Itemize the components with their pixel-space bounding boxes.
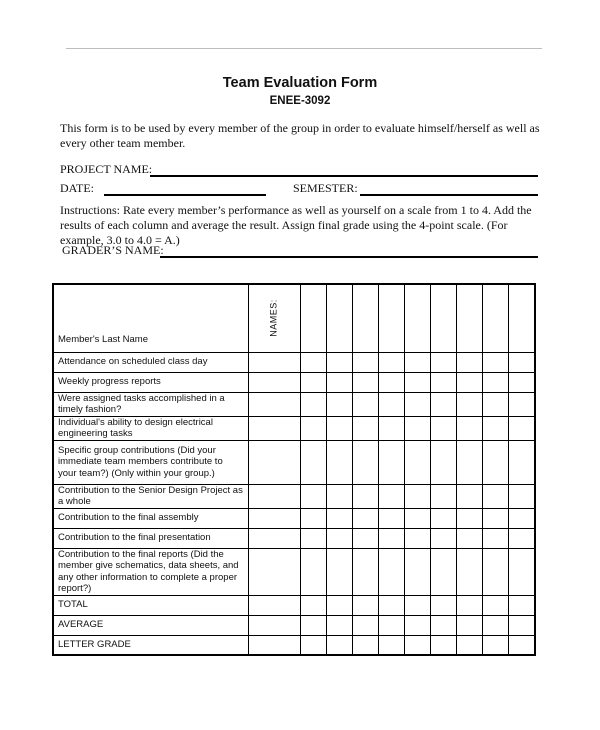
score-cell[interactable] (483, 440, 509, 484)
score-cell[interactable] (483, 595, 509, 615)
member-name-cell[interactable] (301, 284, 327, 352)
score-cell[interactable] (405, 528, 431, 548)
project-name-field[interactable] (150, 175, 538, 177)
score-cell[interactable] (405, 372, 431, 392)
score-cell[interactable] (301, 484, 327, 508)
names-column-cell (248, 392, 300, 416)
score-cell[interactable] (457, 416, 483, 440)
score-cell[interactable] (327, 484, 353, 508)
score-cell[interactable] (457, 548, 483, 595)
score-cell[interactable] (431, 548, 457, 595)
names-column-cell (248, 508, 300, 528)
evaluation-table (52, 283, 536, 656)
criterion-label: Were assigned tasks accomplished in a timely fashion? (53, 392, 248, 416)
criterion-label: Attendance on scheduled class day (53, 352, 248, 372)
score-cell[interactable] (431, 440, 457, 484)
score-cell[interactable] (509, 352, 535, 372)
score-cell[interactable] (327, 595, 353, 615)
score-cell[interactable] (405, 484, 431, 508)
semester-field[interactable] (360, 194, 538, 196)
score-cell[interactable] (431, 635, 457, 655)
score-cell[interactable] (379, 416, 405, 440)
score-cell[interactable] (457, 352, 483, 372)
score-cell[interactable] (483, 528, 509, 548)
table-row (53, 372, 535, 392)
names-column-cell (248, 416, 300, 440)
score-cell[interactable] (483, 635, 509, 655)
score-cell[interactable] (509, 508, 535, 528)
score-cell[interactable] (301, 392, 327, 416)
criterion-label: Contribution to the Senior Design Project as a whole (53, 484, 248, 508)
score-cell[interactable] (509, 635, 535, 655)
names-column-cell (248, 615, 300, 635)
criterion-label: Individual's ability to design electrical engineering tasks (53, 416, 248, 440)
score-cell[interactable] (457, 615, 483, 635)
names-column-cell (248, 352, 300, 372)
score-cell[interactable] (353, 528, 379, 548)
top-divider (66, 48, 542, 49)
score-cell[interactable] (509, 484, 535, 508)
score-cell[interactable] (431, 615, 457, 635)
score-cell[interactable] (301, 352, 327, 372)
date-label: DATE: (60, 181, 94, 195)
course-code: ENEE-3092 (269, 95, 331, 107)
names-column-cell (248, 484, 300, 508)
criterion-label: TOTAL (53, 595, 248, 615)
score-cell[interactable] (405, 508, 431, 528)
score-cell[interactable] (457, 392, 483, 416)
score-cell[interactable] (405, 440, 431, 484)
member-last-name-header: Member's Last Name (53, 284, 248, 352)
project-name-row (60, 162, 540, 178)
table-row (53, 416, 535, 440)
criterion-label: AVERAGE (53, 615, 248, 635)
criterion-label: Contribution to the final assembly (53, 508, 248, 528)
score-cell[interactable] (457, 635, 483, 655)
score-cell[interactable] (405, 392, 431, 416)
score-cell[interactable] (327, 372, 353, 392)
score-cell[interactable] (509, 595, 535, 615)
semester-label: SEMESTER: (293, 181, 358, 195)
score-cell[interactable] (483, 372, 509, 392)
score-cell[interactable] (379, 440, 405, 484)
score-cell[interactable] (379, 615, 405, 635)
score-cell[interactable] (483, 392, 509, 416)
score-cell[interactable] (379, 392, 405, 416)
grader-name-row (62, 243, 542, 259)
instructions-text: Instructions: Rate every member’s performance as well as yourself on a scale from 1 to 4. Add the results of each column and average the result. Assign final grade using the 4-point scale. (For example, 3.0 to 4.0 = A.) (60, 203, 532, 247)
score-cell[interactable] (483, 484, 509, 508)
score-cell[interactable] (327, 416, 353, 440)
names-header-label: NAMES: (268, 299, 279, 338)
names-column-cell (248, 372, 300, 392)
score-cell[interactable] (483, 352, 509, 372)
criterion-label: Contribution to the final presentation (53, 528, 248, 548)
names-header-cell (248, 284, 300, 352)
score-cell[interactable] (327, 440, 353, 484)
score-cell[interactable] (509, 392, 535, 416)
score-cell[interactable] (509, 615, 535, 635)
criterion-label: Weekly progress reports (53, 372, 248, 392)
table-header-row (53, 284, 535, 352)
score-cell[interactable] (379, 528, 405, 548)
names-column-cell (248, 528, 300, 548)
table-row (53, 508, 535, 528)
score-cell[interactable] (405, 548, 431, 595)
score-cell[interactable] (301, 595, 327, 615)
criterion-label: Contribution to the final reports (Did the member give schematics, data sheets, and any other information to complete a proper report?) (53, 548, 248, 595)
score-cell[interactable] (353, 372, 379, 392)
score-cell[interactable] (431, 416, 457, 440)
score-cell[interactable] (509, 416, 535, 440)
score-cell[interactable] (353, 548, 379, 595)
score-cell[interactable] (457, 440, 483, 484)
score-cell[interactable] (457, 484, 483, 508)
score-cell[interactable] (301, 440, 327, 484)
score-cell[interactable] (457, 372, 483, 392)
score-cell[interactable] (327, 548, 353, 595)
date-field[interactable] (104, 194, 266, 196)
table-row (53, 615, 535, 635)
member-name-cell[interactable] (379, 284, 405, 352)
score-cell[interactable] (405, 595, 431, 615)
grader-name-label: GRADER’S NAME: (62, 243, 164, 257)
table-row (53, 528, 535, 548)
score-cell[interactable] (431, 372, 457, 392)
names-column-cell (248, 595, 300, 615)
criterion-label: Specific group contributions (Did your immediate team members contribute to your team?) (Only within your group.) (53, 440, 248, 484)
score-cell[interactable] (405, 416, 431, 440)
score-cell[interactable] (509, 548, 535, 595)
score-cell[interactable] (379, 595, 405, 615)
score-cell[interactable] (353, 392, 379, 416)
score-cell[interactable] (353, 440, 379, 484)
score-cell[interactable] (509, 372, 535, 392)
score-cell[interactable] (379, 484, 405, 508)
table-row (53, 635, 535, 655)
names-column-cell (248, 548, 300, 595)
table-row (53, 440, 535, 484)
table-row (53, 392, 535, 416)
score-cell[interactable] (301, 528, 327, 548)
member-name-cell[interactable] (353, 284, 379, 352)
score-cell[interactable] (379, 635, 405, 655)
table-row (53, 548, 535, 595)
score-cell[interactable] (457, 528, 483, 548)
member-name-cell[interactable] (405, 284, 431, 352)
member-name-cell[interactable] (483, 284, 509, 352)
score-cell[interactable] (353, 595, 379, 615)
score-cell[interactable] (301, 508, 327, 528)
score-cell[interactable] (301, 635, 327, 655)
intro-text: This form is to be used by every member of the group in order to evaluate himself/herself as well as every other team member. (60, 121, 540, 150)
member-name-cell[interactable] (431, 284, 457, 352)
score-cell[interactable] (483, 548, 509, 595)
score-cell[interactable] (483, 615, 509, 635)
project-name-label: PROJECT NAME: (60, 162, 153, 176)
names-column-cell (248, 440, 300, 484)
score-cell[interactable] (301, 548, 327, 595)
score-cell[interactable] (379, 372, 405, 392)
names-column-cell (248, 635, 300, 655)
score-cell[interactable] (431, 484, 457, 508)
score-cell[interactable] (327, 528, 353, 548)
score-cell[interactable] (353, 416, 379, 440)
score-cell[interactable] (327, 635, 353, 655)
score-cell[interactable] (431, 352, 457, 372)
member-name-cell[interactable] (327, 284, 353, 352)
score-cell[interactable] (405, 635, 431, 655)
score-cell[interactable] (431, 528, 457, 548)
table-row (53, 595, 535, 615)
score-cell[interactable] (327, 352, 353, 372)
score-cell[interactable] (431, 392, 457, 416)
score-cell[interactable] (379, 548, 405, 595)
score-cell[interactable] (301, 416, 327, 440)
table-row (53, 484, 535, 508)
score-cell[interactable] (431, 595, 457, 615)
score-cell[interactable] (353, 484, 379, 508)
score-cell[interactable] (301, 372, 327, 392)
table-row (53, 352, 535, 372)
score-cell[interactable] (353, 352, 379, 372)
grader-name-field[interactable] (160, 256, 538, 258)
score-cell[interactable] (327, 615, 353, 635)
score-cell[interactable] (457, 508, 483, 528)
score-cell[interactable] (379, 508, 405, 528)
score-cell[interactable] (405, 615, 431, 635)
criterion-label: LETTER GRADE (53, 635, 248, 655)
score-cell[interactable] (483, 416, 509, 440)
score-cell[interactable] (327, 508, 353, 528)
date-semester-row (60, 181, 540, 197)
score-cell[interactable] (405, 352, 431, 372)
form-title: Team Evaluation Form (222, 75, 378, 91)
score-cell[interactable] (301, 615, 327, 635)
score-cell[interactable] (431, 508, 457, 528)
score-cell[interactable] (379, 352, 405, 372)
score-cell[interactable] (327, 392, 353, 416)
score-cell[interactable] (353, 615, 379, 635)
score-cell[interactable] (353, 635, 379, 655)
score-cell[interactable] (509, 440, 535, 484)
score-cell[interactable] (457, 595, 483, 615)
score-cell[interactable] (483, 508, 509, 528)
member-name-cell[interactable] (509, 284, 535, 352)
member-name-cell[interactable] (457, 284, 483, 352)
score-cell[interactable] (353, 508, 379, 528)
score-cell[interactable] (509, 528, 535, 548)
